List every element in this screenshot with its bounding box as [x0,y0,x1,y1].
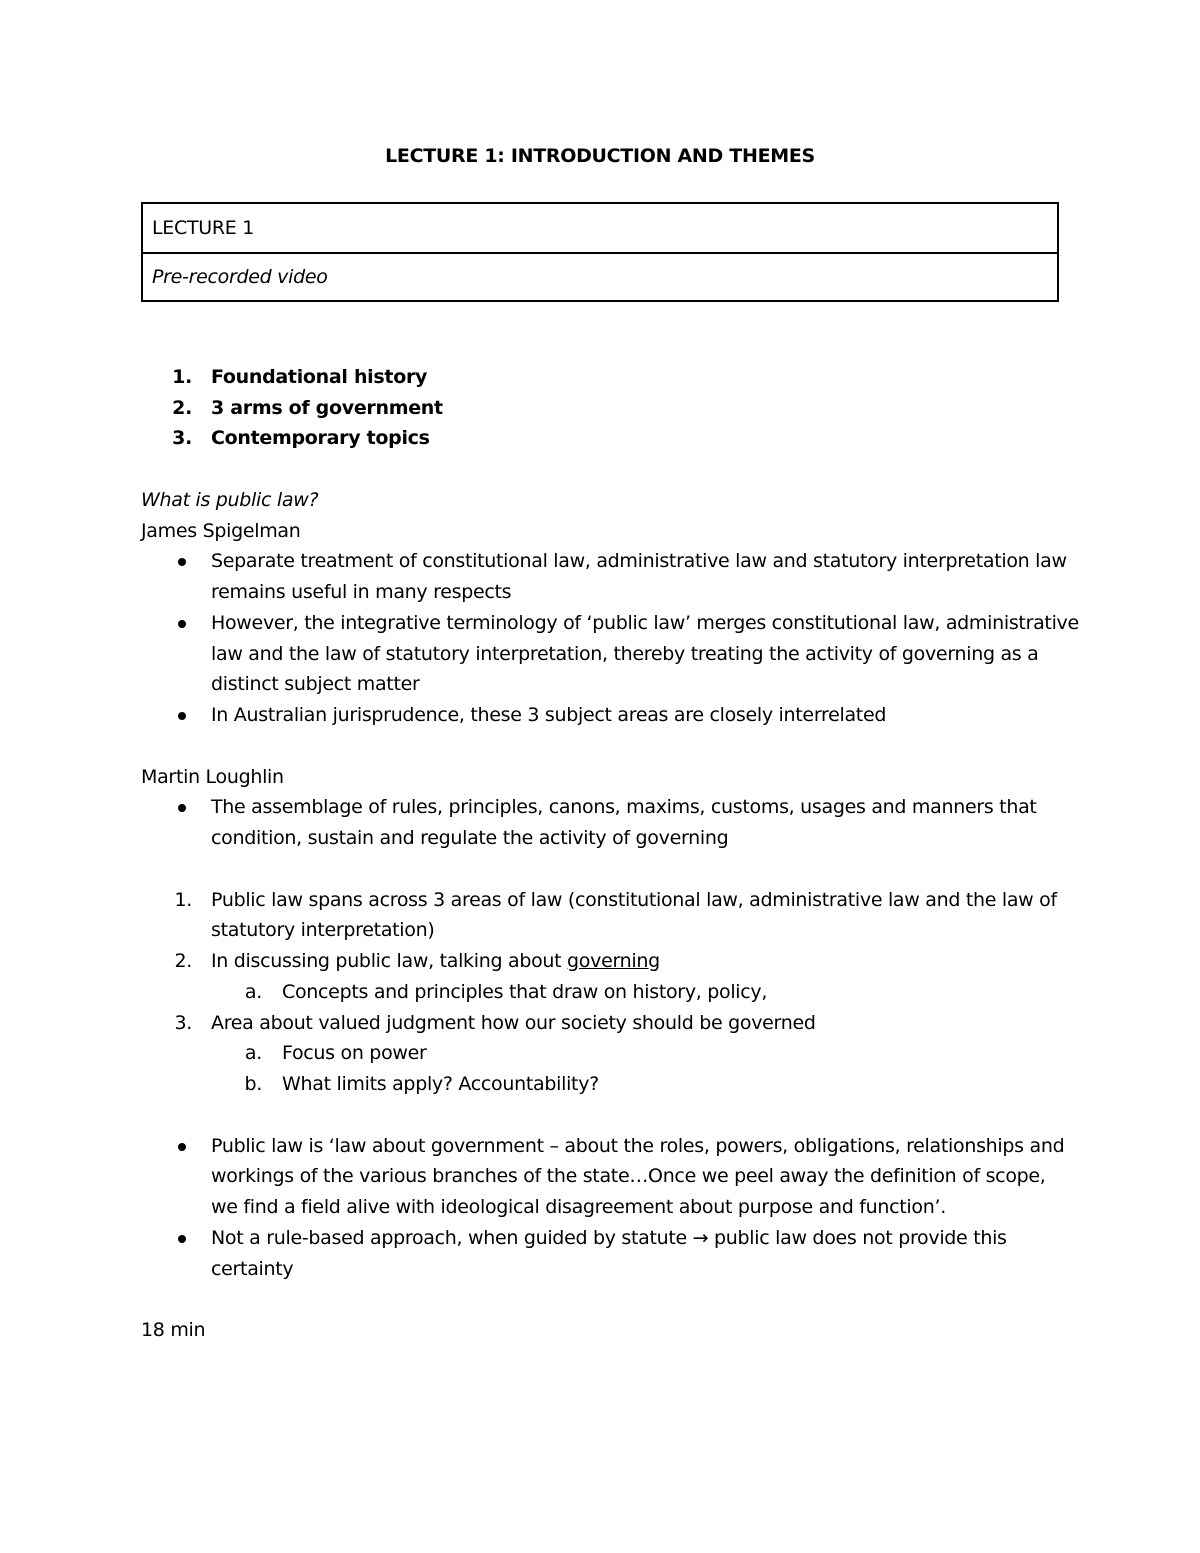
list-item-text: Public law spans across 3 areas of law (constitutional law, administrative law and the law of [211,889,1057,911]
author-name: Martin Loughlin [141,766,284,788]
topic-number: 1. [172,366,192,388]
bullet-text: However, the integrative terminology of ‘public law’ merges constitutional law, administrative [211,612,1079,634]
bullet-text: The assemblage of rules, principles, canons, maxims, customs, usages and manners that [211,796,1037,818]
topic-number: 2. [172,397,192,419]
bullet-dot [178,804,186,812]
list-item-text [211,946,660,976]
bullet-text: remains useful in many respects [211,581,512,603]
list-number: 2. [174,950,192,972]
time-marker: 18 min [141,1319,206,1341]
sublist-item-text: Concepts and principles that draw on history, policy, [282,981,768,1003]
table-row-format: Pre-recorded video [143,252,1057,300]
underlined-term: governing [567,950,660,972]
bullet-text: Public law is ‘law about government – about the roles, powers, obligations, relationships and [211,1135,1065,1157]
topic-item: Contemporary topics [211,427,430,449]
author-name: James Spigelman [141,520,301,542]
sublist-letter: a. [244,1042,262,1064]
list-number: 3. [174,1012,192,1034]
sublist-letter: b. [244,1073,262,1095]
topic-number: 3. [172,427,192,449]
bullet-dot [178,620,186,628]
bullet-text: workings of the various branches of the state…Once we peel away the definition of scope, [211,1165,1046,1187]
bullet-text: we find a field alive with ideological disagreement about purpose and function’. [211,1196,946,1218]
page-title: LECTURE 1: INTRODUCTION AND THEMES [385,145,815,167]
bullet-dot [178,712,186,720]
list-item-text: Area about valued judgment how our society should be governed [211,1012,816,1034]
list-item-text: statutory interpretation) [211,919,435,941]
topic-item: 3 arms of government [211,397,443,419]
sublist-letter: a. [244,981,262,1003]
bullet-text: law and the law of statutory interpretation, thereby treating the activity of governing as a [211,643,1039,665]
bullet-dot [178,558,186,566]
bullet-text: Separate treatment of constitutional law, administrative law and statutory interpretation law [211,550,1067,572]
list-item-prefix: In discussing public law, talking about [211,950,568,972]
list-number: 1. [174,889,192,911]
bullet-text: Not a rule-based approach, when guided by statute → public law does not provide this [211,1227,1007,1249]
bullet-text: certainty [211,1258,294,1280]
lecture-info-table [141,202,1059,302]
section-question: What is public law? [141,489,319,511]
bullet-text: condition, sustain and regulate the activity of governing [211,827,729,849]
bullet-dot [178,1143,186,1151]
sublist-item-text: Focus on power [282,1042,427,1064]
topic-item: Foundational history [211,366,428,388]
bullet-text: distinct subject matter [211,673,420,695]
table-row-lecture: LECTURE 1 [152,217,255,239]
bullet-dot [178,1235,186,1243]
bullet-text: In Australian jurisprudence, these 3 subject areas are closely interrelated [211,704,887,726]
sublist-item-text: What limits apply? Accountability? [282,1073,599,1095]
